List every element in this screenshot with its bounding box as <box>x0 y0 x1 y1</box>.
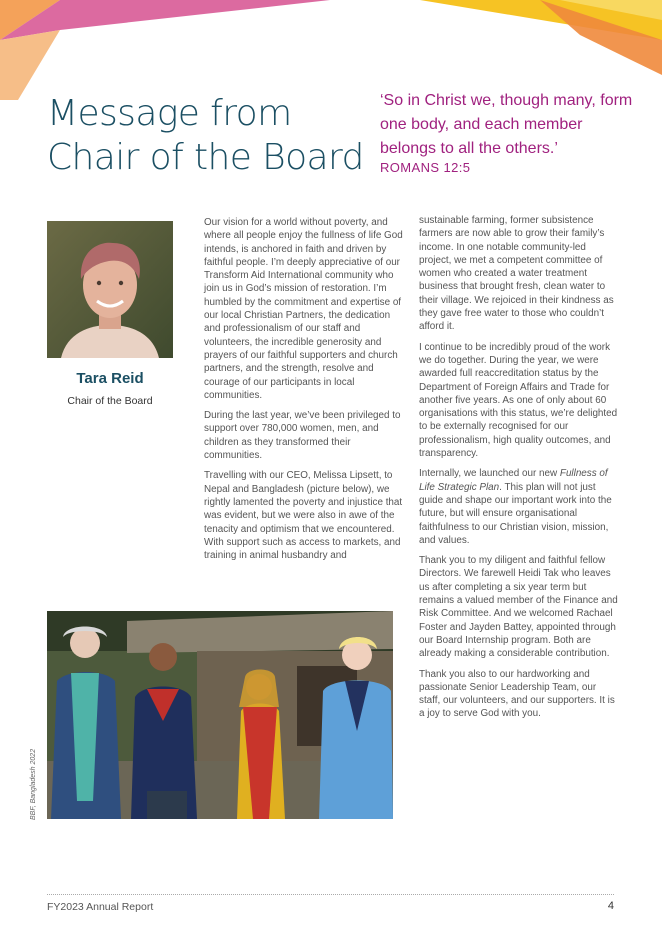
photo-credit: BBF, Bangladesh 2022 <box>30 748 37 820</box>
paragraph: sustainable farming, former subsistence farmers are now able to grow their family’s income. In one notable community-led project, we met a competent committee of women who created a water treatment business that brought fresh, clean water to their village. We rejoiced in their kindness as they gave free water to those who couldn’t afford it. <box>419 215 614 333</box>
paragraph: Our vision for a world without poverty, and where all people enjoy the fullness of life God intends, is anchored in faith and driven by faithful people. I’m deeply appreciative of our Transform Aid International community who join us in God’s mission of restoration. I’m humbled by the commitment and expertise of our local Christian Partners, the dedication and professionalism of our staff and volunteers, the incredible generosity and prayers of our faithful supporters and church partners, and the strength, resolve and courage of our participants in local communities. <box>204 217 403 401</box>
text-column-1 <box>204 216 404 569</box>
page-number: 4 <box>607 900 614 912</box>
title-line-2: Chair of the Board <box>47 137 364 178</box>
strategic-plan-title: Fullness of Life Strategic Plan <box>419 468 608 493</box>
page-title <box>47 92 367 180</box>
person-name: Tara Reid <box>76 370 144 387</box>
scripture-quote: ‘So in Christ we, though many, form one body, and each member belongs to all the others.’ <box>380 92 633 157</box>
paragraph <box>419 467 619 547</box>
person-role: Chair of the Board <box>67 395 153 407</box>
footer-report-title: FY2023 Annual Report <box>47 901 154 913</box>
scripture-reference: ROMANS 12:5 <box>380 160 471 175</box>
footer-divider <box>47 894 614 895</box>
text-column-2 <box>419 214 619 728</box>
paragraph: I continue to be incredibly proud of the work we do together. During the year, we were awarded full reaccreditation status by the Department of Foreign Affairs and Trade for another five years. As one of only about 60 organisations with this status, we’re delighted to be externally recognised for our professionalism, high quality outcomes, and transparency. <box>419 341 618 460</box>
portrait-photo <box>47 221 173 358</box>
paragraph-text: . This plan will not just guide and shape our important work into the future, but will ensure organisational faithfulness to our Christian vision, mission, and values. <box>419 481 612 546</box>
group-photo <box>47 611 393 819</box>
title-line-1: Message from <box>47 93 292 134</box>
paragraph: Thank you to my diligent and faithful fellow Directors. We farewell Heidi Tak who leaves us after completing a six year term but remains a valued member of the Finance and Risk Committee. And we welcomed Rachael Foster and Jayden Battey, appointed through our Board Internship program. Both are already making a considerable contribution. <box>419 555 618 660</box>
paragraph-text: Internally, we launched our new <box>419 468 560 480</box>
paragraph: Travelling with our CEO, Melissa Lipsett, to Nepal and Bangladesh (picture below), we rightly lamented the poverty and injustice that was evident, but we were also in awe of the tenacity and optimism that we encountered. With support such as access to markets, and training in animal husbandry and <box>204 470 403 562</box>
paragraph: Thank you also to our hardworking and passionate Senior Leadership Team, our staff, our volunteers, and our supporters. It is a joy to serve God with you. <box>419 668 615 720</box>
paragraph: During the last year, we’ve been privileged to support over 780,000 women, men, and children as they transformed their communities. <box>204 410 401 462</box>
